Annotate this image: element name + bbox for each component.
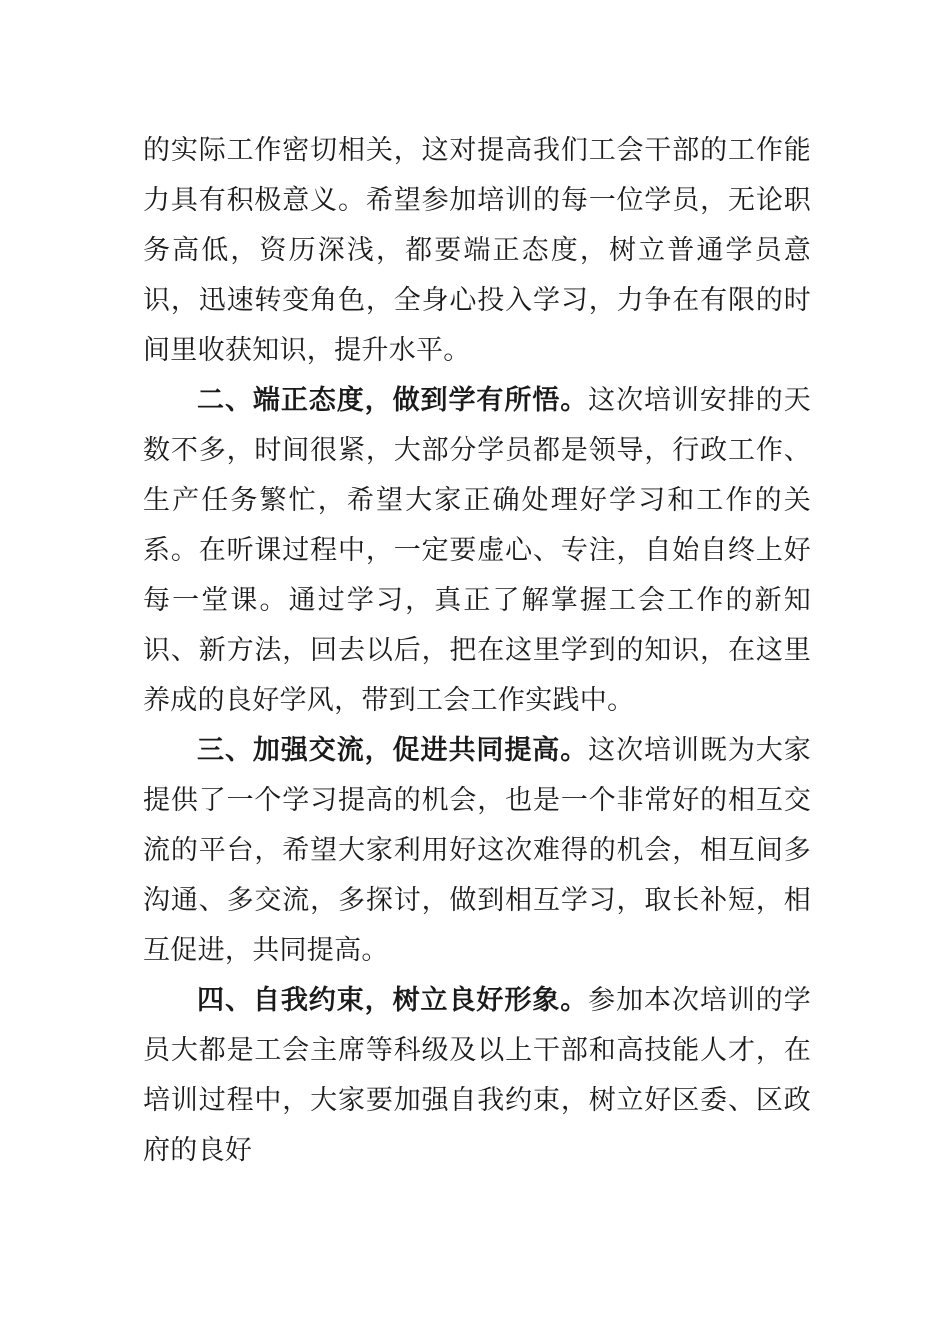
paragraph-section-three xyxy=(143,726,811,976)
paragraph-text: 这次培训安排的天数不多，时间很紧，大部分学员都是领导，行政工作、生产任务繁忙，希望大家正确处理好学习和工作的关系。在听课过程中，一定要虚心、专注，自始自终上好每一堂课。通过学习，真正了解掌握工会工作的新知识、新方法，回去以后，把在这里学到的知识，在这里养成的良好学风，带到工会工作实践中。 xyxy=(143,385,812,716)
paragraph-text: 这次培训既为大家提供了一个学习提高的机会，也是一个非常好的相互交流的平台，希望大家利用好这次难得的机会，相互间多沟通、多交流，多探讨，做到相互学习，取长补短，相互促进，共同提高。 xyxy=(143,735,812,966)
section-heading: 三、加强交流，促进共同提高。 xyxy=(197,735,589,766)
paragraph-text: 的实际工作密切相关，这对提高我们工会干部的工作能力具有积极意义。希望参加培训的每一位学员，无论职务高低，资历深浅，都要端正态度，树立普通学员意识，迅速转变角色，全身心投入学习，力争在有限的时间里收获知识，提升水平。 xyxy=(143,135,811,366)
paragraph-section-four xyxy=(143,976,811,1176)
paragraph-continuation xyxy=(143,126,811,376)
section-heading: 四、自我约束，树立良好形象。 xyxy=(197,985,589,1016)
paragraph-section-two xyxy=(143,376,811,726)
document-body xyxy=(143,126,811,1176)
paragraph-text: 参加本次培训的学员大都是工会主席等科级及以上干部和高技能人才，在培训过程中，大家要加强自我约束，树立好区委、区政府的良好 xyxy=(143,985,812,1166)
section-heading: 二、端正态度，做到学有所悟。 xyxy=(197,385,589,416)
